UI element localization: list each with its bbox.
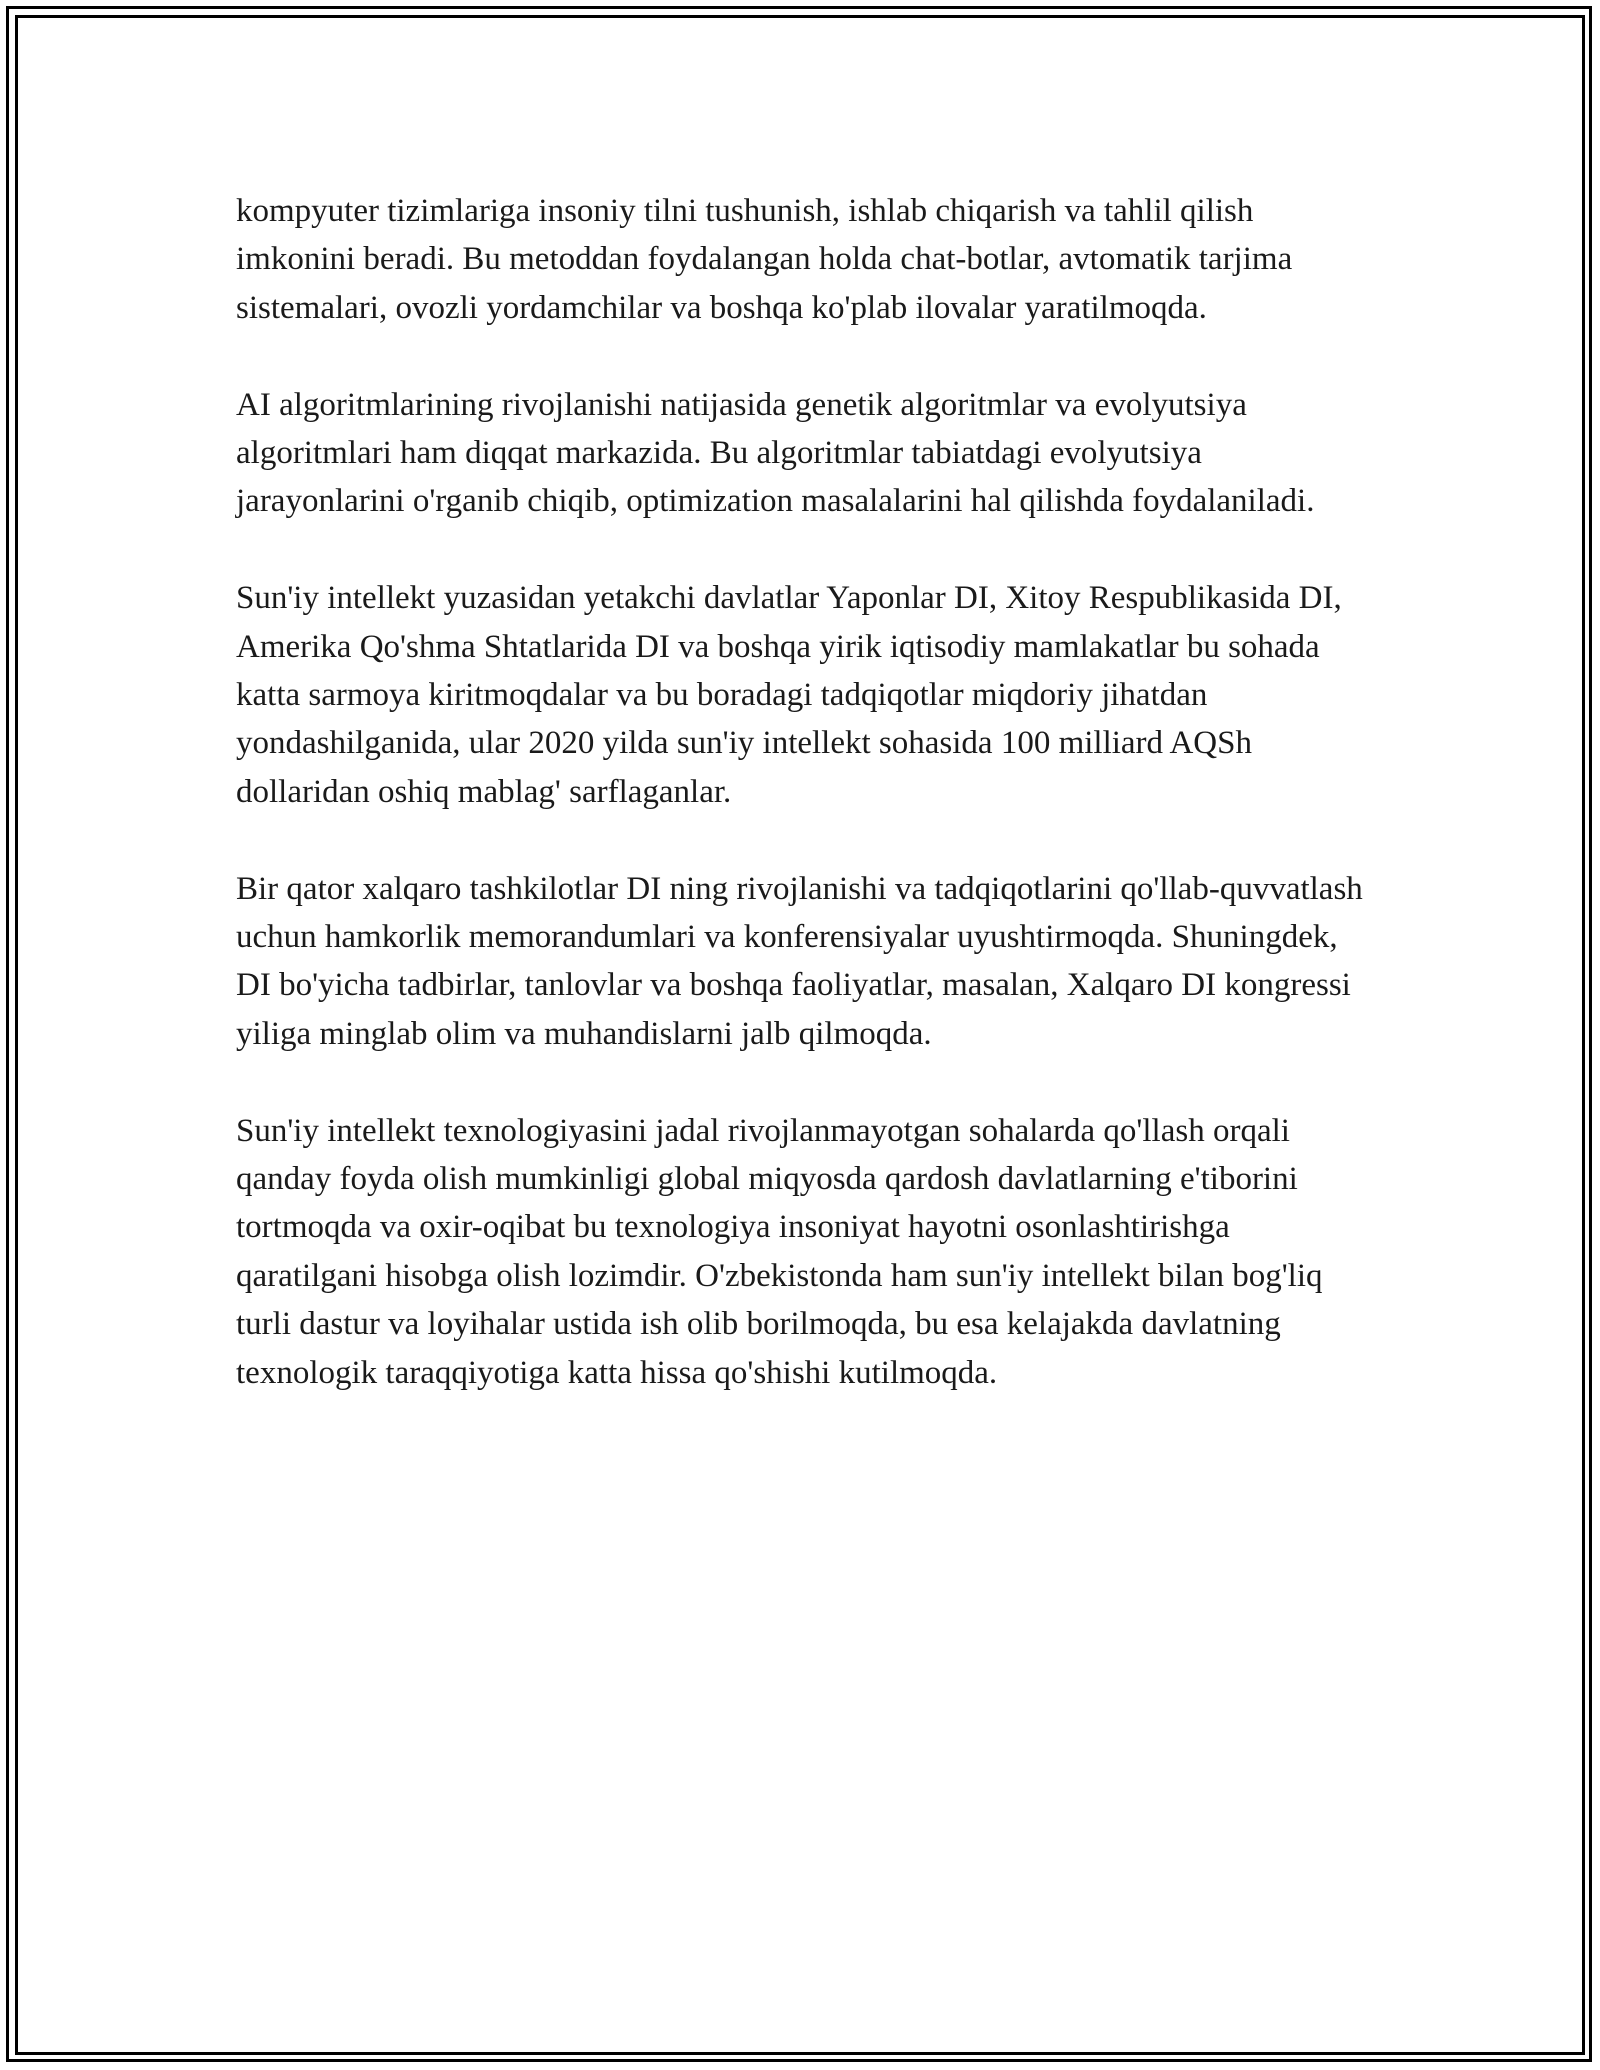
paragraph-3: Sun'iy intellekt yuzasidan yetakchi davlatlar Yaponlar DI, Xitoy Respublikasida DI, Amerika Qo'shma Shtatlarida DI va boshqa yirik iqtisodiy mamlakatlar bu sohada katta sarmoya kiritmoqdalar va bu boradagi tadqiqotlar miqdoriy jihatdan yondashilganida, ular 2020 yilda sun'iy intellekt sohasida 100 milliard AQSh dollaridan oshiq mablag' sarflaganlar. [236, 580, 1342, 810]
paragraph-5: Sun'iy intellekt texnologiyasini jadal rivojlanmayotgan sohalarda qo'llash orqali qanday foyda olish mumkinligi global miqyosda qardosh davlatlarning e'tiborini tortmoqda va oxir-oqibat bu texnologiya insoniyat hayotni osonlashtirishga qaratilgani hisobga olish lozimdir. O'zbekistonda ham sun'iy intellekt bilan bog'liq turli dastur va loyihalar ustida ish olib borilmoqda, bu esa kelajakda davlatning texnologik taraqqiyotiga katta hissa qo'shishi kutilmoqda. [236, 1112, 1323, 1391]
paragraph-2: AI algoritmlarining rivojlanishi natijasida genetik algoritmlar va evolyutsiya algoritmlari ham diqqat markazida. Bu algoritmlar tabiatdagi evolyutsiya jarayonlarini o'rganib chiqib, optimization masalalarini hal qilishda foydalaniladi. [236, 386, 1315, 520]
paragraph-4: Bir qator xalqaro tashkilotlar DI ning rivojlanishi va tadqiqotlarini qo'llab-quvvatlash uchun hamkorlik memorandumlari va konferensiyalar uyushtirmoqda. Shuningdek, DI bo'yicha tadbirlar, tanlovlar va boshqa faoliyatlar, masalan, Xalqaro DI kongressi yiliga minglab olim va muhandislarni jalb qilmoqda. [236, 870, 1363, 1052]
paragraph-1: kompyuter tizimlariga insoniy tilni tushunish, ishlab chiqarish va tahlil qilish imkonini beradi. Bu metoddan foydalangan holda chat-botlar, avtomatik tarjima sistemalari, ovozli yordamchilar va boshqa ko'plab ilovalar yaratilmoqda. [236, 193, 1293, 326]
document-body [236, 187, 1376, 1397]
